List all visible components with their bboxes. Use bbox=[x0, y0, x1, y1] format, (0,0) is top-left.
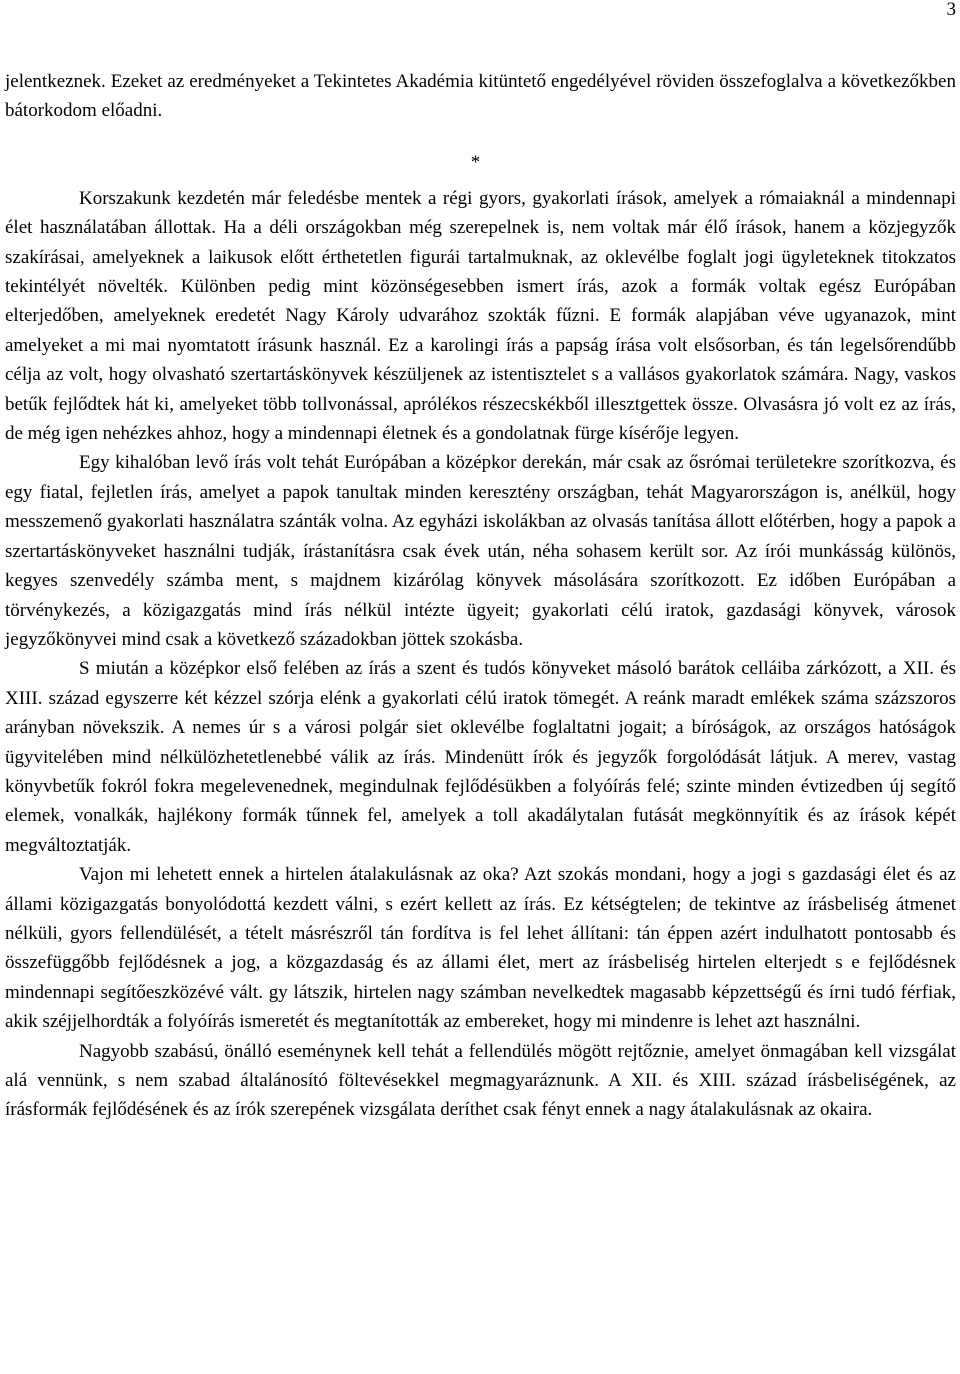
document-body bbox=[5, 67, 956, 1125]
page-number: 3 bbox=[946, 0, 956, 20]
paragraph-3: S miután a középkor első felében az írás a szent és tudós könyveket másoló barátok celláiba zárkózott, a XII. és XIII. század egyszerre két kézzel szórja elénk a gyakorlati célú iratok tömegét. A reánk maradt emlékek száma százszoros arányban növekszik. A nemes úr s a városi polgár siet oklevélbe foglaltatni jogait; a bíróságok, az országos hatóságok ügyvitelében mind nélkülözhetetlenebbé válik az írás. Mindenütt írók és jegyzők forgolódását látjuk. A merev, vastag könyvbetűk fokról fokra megelevenednek, megindulnak fejlődésükben a folyóírás felé; szinte minden évtizedben új segítő elemek, vonalkák, hajlékony formák tűnnek fel, amelyek a toll akadálytalan futását megkönnyítik és az írások képét megváltoztatják. bbox=[5, 658, 956, 856]
paragraph-5: Nagyobb szabású, önálló eseménynek kell tehát a fellendülés mögött rejtőznie, amelyet önmagában kell vizsgálat alá vennünk, s nem szabad általánosító föltevésekkel megmagyaráznunk. A XII. és XIII. század írásbeliségének, az írásformák fejlődésének és az írók szerepének vizsgálata deríthet csak fényt ennek a nagy átalakulásnak az okaira. bbox=[5, 1040, 956, 1121]
paragraph-2: Egy kihalóban levő írás volt tehát Európában a középkor derekán, már csak az ősrómai területekre szorítkozva, és egy fiatal, fejletlen írás, amelyet a papok tanultak minden keresztény országban, tehát Magyarországon is, anélkül, hogy messzemenő gyakorlati használatra szánták volna. Az egyházi iskolákban az olvasás tanítása állott előtérben, hogy a papok a szertartáskönyveket használni tudják, írástanításra csak évek után, néha sohasem került sor. Az írói munkásság különös, kegyes szenvedély számba ment, s majdnem kizárólag könyvek másolására szorítkozott. Ez időben Európában a törvénykezés, a közigazgatás mind írás nélkül intézte ügyeit; gyakorlati célú iratok, gazdasági könyvek, városok jegyzőkönyvei mind csak a következő századokban jöttek szokásba. bbox=[5, 452, 956, 650]
paragraph-intro: jelentkeznek. Ezeket az eredményeket a Tekintetes Akadémia kitüntető engedélyével röviden összefoglalva a következőkben bátorkodom előadni. bbox=[5, 71, 956, 122]
paragraph-4: Vajon mi lehetett ennek a hirtelen átalakulásnak az oka? Azt szokás mondani, hogy a jogi s gazdasági élet és az állami közigazgatás bonyolódottá kezdett válni, s ezért kellett az írás. Ez kétségtelen; de tekintve az írásbeliség átmenet nélküli, gyors fellendülését, a tételt másrészről tán fordítva is fel lehet állítani: tán éppen azért indulhatott pontosabb és összefüggőbb fejlődésnek a jog, a közgazdaság és az állami élet, mert az írásbeliség hirtelen elterjedt s e fejlődésnek mindennapi segítőeszközévé vált. gy látszik, hirtelen nagy számban nevelkedtek magasabb képzettségű és írni tudó férfiak, akik széjjelhordták a folyóírás ismeretét és megtanították az embereket, hogy mi mindenre is lehet azt használni. bbox=[5, 864, 956, 1033]
asterisk-separator: * bbox=[470, 151, 481, 173]
section-separator bbox=[5, 126, 956, 184]
paragraph-1: Korszakunk kezdetén már feledésbe mentek a régi gyors, gyakorlati írások, amelyek a rómaiaknál a mindennapi élet használatában állottak. Ha a déli országokban még szerepelnek is, nem voltak már élő írások, hanem a közjegyzők szakírásai, amelyeknek a laikusok előtt érthetetlen figurái tartalmuknak, az oklevélbe foglalt jogi ügyleteknek titokzatos tekintélyét növelték. Különben pedig mint közönségesebben ismert írás, azok a formák voltak egész Európában elterjedőben, amelyeknek eredetét Nagy Károly udvarához szokták fűzni. E formák alapjában véve ugyanazok, mint amelyeket a mi mai nyomtatott írásunk használ. Ez a karolingi írás a papság írása volt elsősorban, és tán legelsőrendűbb célja az volt, hogy olvasható szertartáskönyvek készüljenek az istentisztelet s a vallásos gyakorlatok számára. Nagy, vaskos betűk fejlődtek hát ki, amelyeket több tollvonással, aprólékos részecskékből illesztgettek össze. Olvasásra jó volt ez az írás, de még igen nehézkes ahhoz, hogy a mindennapi életnek és a gondolatnak fürge kísérője legyen. bbox=[5, 187, 956, 445]
